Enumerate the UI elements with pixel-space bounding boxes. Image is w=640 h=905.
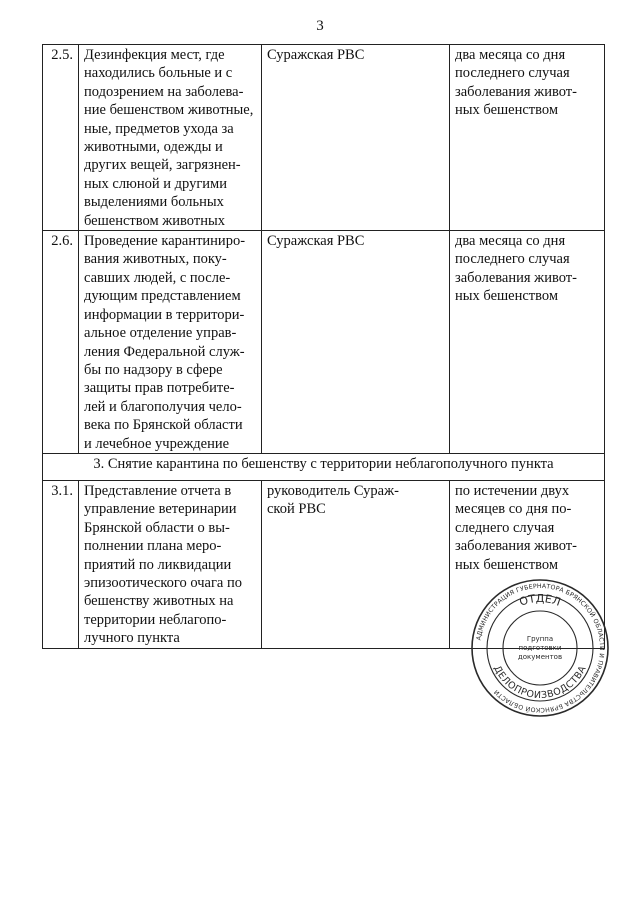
text-line: по истечении двух (455, 482, 570, 499)
text-line: информации в территори- (84, 306, 245, 323)
executor-cell (262, 480, 450, 648)
svg-text:ОТДЕЛ (518, 592, 563, 609)
text-line: Брянской области о вы- (84, 519, 230, 536)
text-line: полнении плана меро- (84, 538, 222, 555)
page-number: 3 (316, 18, 324, 34)
text-line: ние бешенством животные, (84, 102, 254, 119)
deadline-cell (450, 45, 605, 231)
text-line: два месяца со дня (455, 47, 566, 63)
executor-cell (262, 231, 450, 454)
text-line: приятий по ликвидации (84, 556, 232, 573)
stamp-dept-bottom: ДЕЛОПРОИЗВОДСТВА (491, 663, 589, 702)
text-line: два месяца со дня (455, 233, 566, 250)
text-line: последнего случая (455, 251, 570, 268)
text-line: ных бешенством (455, 556, 559, 573)
stamp-center-line: документов (517, 653, 563, 661)
stamp-center-line: подготовки (518, 644, 562, 652)
text-line: территории неблагопо- (84, 611, 227, 628)
text-line: бешенству животных на (84, 593, 234, 610)
text-line: подозрением на заболева- (84, 83, 244, 100)
stamp-outer-text: АДМИНИСТРАЦИЯ ГУБЕРНАТОРА БРЯНСКОЙ ОБЛАСТИ И ПРАВИТЕЛЬСТВА БРЯНСКОЙ ОБЛАСТИ (475, 582, 606, 714)
text-line: месяцев со дня по- (455, 501, 572, 518)
text-line: Представление отчета в (84, 482, 232, 499)
action-cell (79, 480, 262, 648)
text-line: бы по надзору в сфере (84, 361, 223, 378)
text-line: эпизоотического очага по (84, 574, 242, 591)
text-line: выделениями больных (84, 194, 224, 211)
text-line: ской РВС (267, 501, 326, 518)
text-line: вания животных, поку- (84, 251, 227, 268)
table-row (43, 45, 605, 231)
executor-cell (262, 45, 450, 231)
stamp-seal-icon (470, 578, 610, 718)
text-line: и лечебное учреждение (84, 435, 230, 452)
text-line: находились больные и с (84, 65, 233, 82)
row-number: 3.1. (43, 480, 79, 648)
text-line: савших людей, с после- (84, 269, 231, 286)
text-line: альное отделение управ- (84, 325, 237, 342)
text-line: бешенством животных (84, 212, 225, 229)
text-line: животными, одежды и (84, 139, 223, 156)
office-stamp (470, 578, 610, 718)
text-line: следнего случая (455, 519, 555, 536)
text-line: заболевания живот- (455, 269, 577, 286)
text-line: Суражская РВС (267, 233, 365, 250)
stamp-center-line: Группа (526, 635, 554, 643)
action-cell (79, 45, 262, 231)
row-number: 2.5. (43, 45, 79, 231)
action-cell (79, 231, 262, 454)
text-line: ных бешенством (455, 102, 559, 119)
text-line: Проведение карантиниро- (84, 233, 246, 250)
section-header-row (43, 453, 605, 480)
text-line: последнего случая (455, 65, 570, 82)
text-line: лучного пункта (84, 630, 180, 647)
measures-table (42, 44, 605, 649)
text-line: управление ветеринарии (84, 501, 237, 518)
text-line: заболевания живот- (455, 538, 577, 555)
section-title: 3. Снятие карантина по бешенству с территории неблагополучного пункта (43, 453, 605, 480)
text-line: ных бешенством (455, 288, 559, 305)
text-line: ные, предметов ухода за (84, 120, 234, 137)
text-line: Суражская РВС (267, 47, 365, 63)
table-row (43, 231, 605, 454)
text-line: заболевания живот- (455, 83, 577, 100)
deadline-cell (450, 231, 605, 454)
text-line: века по Брянской области (84, 417, 243, 434)
text-line: других вещей, загрязнен- (84, 157, 241, 174)
text-line: лей и благополучия чело- (84, 398, 242, 415)
text-line: руководитель Сураж- (267, 482, 399, 499)
text-line: Дезинфекция мест, где (84, 47, 225, 63)
row-number: 2.6. (43, 231, 79, 454)
text-line: дующим представлением (84, 288, 241, 305)
text-line: ных слюной и другими (84, 175, 227, 192)
stamp-dept-top: ОТДЕЛ (517, 591, 563, 609)
text-line: ления Федеральной служ- (84, 343, 245, 360)
text-line: защиты прав потребите- (84, 380, 235, 397)
